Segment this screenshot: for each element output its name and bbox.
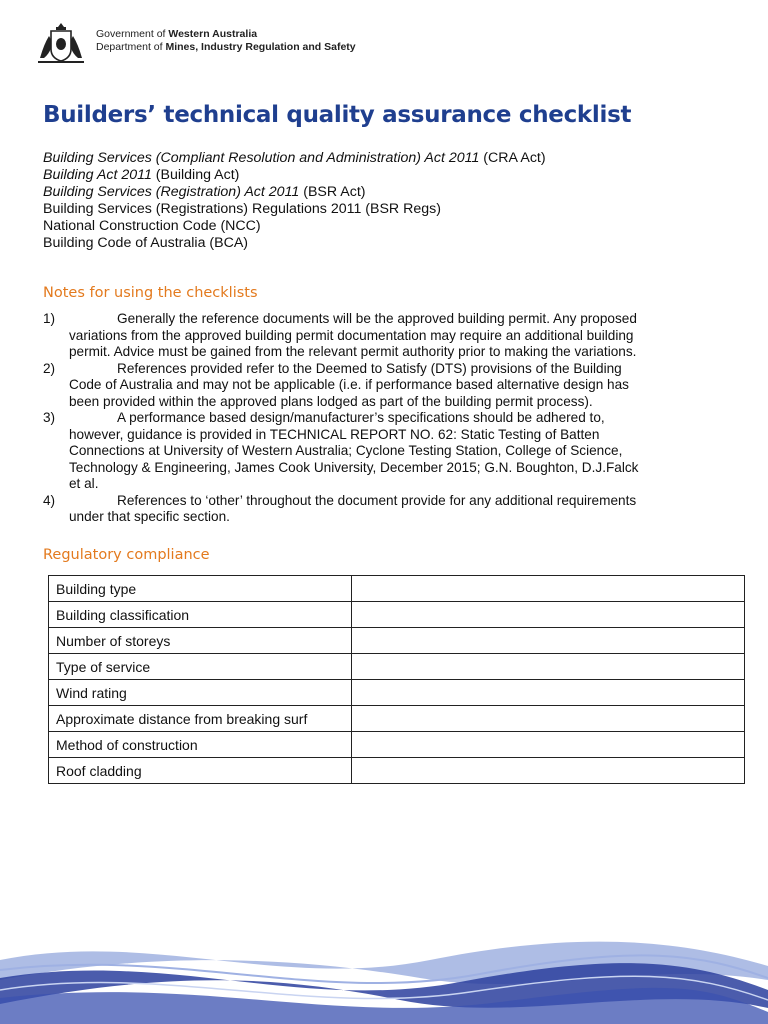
- row-value-cell[interactable]: [352, 602, 745, 628]
- row-label: Building classification: [49, 602, 352, 628]
- note-text: under that specific section.: [69, 509, 230, 524]
- note-number: 4): [43, 492, 56, 508]
- notes-heading: Notes for using the checklists: [43, 285, 258, 301]
- legislation-list: [43, 150, 546, 252]
- note-text: Connections at University of Western Australia; Cyclone Testing Station, College of Science,: [69, 443, 623, 458]
- note-line: [43, 509, 743, 526]
- note-text: Generally the reference documents will be the approved building permit. Any proposed: [117, 311, 637, 326]
- legislation-item: Building Act 2011 (Building Act): [43, 167, 240, 183]
- blue-wave-decoration: [0, 920, 768, 1024]
- regulatory-compliance-heading: Regulatory compliance: [43, 547, 210, 563]
- note-text: References to ‘other’ throughout the document provide for any additional requirements: [117, 492, 637, 508]
- row-label: Method of construction: [49, 732, 352, 758]
- note-number: 2): [43, 360, 56, 376]
- note-line: [43, 443, 743, 460]
- regulatory-compliance-table: [48, 575, 745, 784]
- note-line: [43, 377, 743, 394]
- note-line: [43, 460, 743, 477]
- legislation-item: Building Code of Australia (BCA): [43, 235, 249, 251]
- row-value-cell[interactable]: [352, 628, 745, 654]
- row-label: Building type: [49, 576, 352, 602]
- note-text: Code of Australia and may not be applicable (i.e. if performance based alternative design has: [69, 377, 629, 392]
- legislation-item: Building Services (Compliant Resolution and Administration) Act 2011 (CRA Act): [43, 150, 546, 166]
- note-line: [43, 493, 743, 510]
- row-value-cell[interactable]: [352, 732, 745, 758]
- table-row: [49, 732, 745, 758]
- legislation-item: Building Services (Registration) Act 2011 (BSR Act): [43, 184, 366, 200]
- note-line: [43, 427, 743, 444]
- note-line: [43, 410, 743, 427]
- note-text: Technology & Engineering, James Cook University, December 2015; G.N. Boughton, D.J.Falck: [69, 459, 639, 475]
- note-text: permit. Advice must be gained from the relevant permit authority prior to making the variations.: [69, 344, 637, 359]
- row-label: Wind rating: [49, 680, 352, 706]
- department-line: Department of Mines, Industry Regulation and Safety: [96, 41, 356, 53]
- row-value-cell[interactable]: [352, 576, 745, 602]
- table-row: [49, 758, 745, 784]
- row-value-cell[interactable]: [352, 654, 745, 680]
- note-line: [43, 344, 743, 361]
- row-label: Roof cladding: [49, 758, 352, 784]
- note-text: been provided within the approved plans lodged as part of the building permit process).: [69, 393, 593, 409]
- row-value-cell[interactable]: [352, 758, 745, 784]
- note-line: [43, 328, 743, 345]
- table-row: [49, 654, 745, 680]
- row-value-cell[interactable]: [352, 706, 745, 732]
- note-text: et al.: [69, 476, 99, 491]
- legislation-item: National Construction Code (NCC): [43, 218, 261, 234]
- table-row: [49, 680, 745, 706]
- note-text: References provided refer to the Deemed to Satisfy (DTS) provisions of the Building: [117, 360, 622, 376]
- row-label: Type of service: [49, 654, 352, 680]
- row-value-cell[interactable]: [352, 680, 745, 706]
- table-row: [49, 706, 745, 732]
- government-line: Government of Western Australia: [96, 28, 258, 40]
- notes-list: [43, 311, 743, 526]
- note-number: 3): [43, 410, 56, 425]
- table-row: [49, 576, 745, 602]
- note-text: variations from the approved building permit documentation may require an additional building: [69, 327, 634, 343]
- note-line: [43, 361, 743, 378]
- note-text: A performance based design/manufacturer’s specifications should be adhered to,: [117, 410, 605, 425]
- legislation-item: Building Services (Registrations) Regulations 2011 (BSR Regs): [43, 201, 441, 217]
- page-title: Builders’ technical quality assurance checklist: [43, 102, 632, 128]
- note-number: 1): [43, 311, 56, 326]
- table-row: [49, 602, 745, 628]
- table-row: [49, 628, 745, 654]
- wa-coat-of-arms-icon: [34, 20, 88, 66]
- row-label: Approximate distance from breaking surf: [49, 706, 352, 732]
- note-text: however, guidance is provided in TECHNICAL REPORT NO. 62: Static Testing of Batten: [69, 426, 600, 442]
- note-line: [43, 311, 743, 328]
- note-line: [43, 394, 743, 411]
- note-line: [43, 476, 743, 493]
- row-label: Number of storeys: [49, 628, 352, 654]
- page-header: [34, 20, 454, 70]
